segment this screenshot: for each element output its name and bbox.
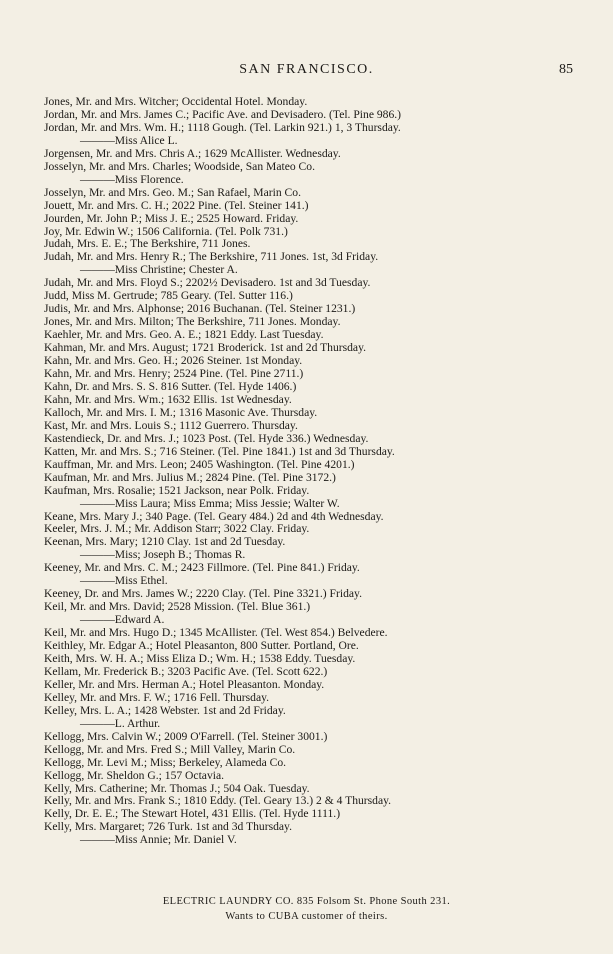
household-members-line: ———Miss; Joseph B.; Thomas R. [80,549,246,562]
directory-entry: Keane, Mrs. Mary J.; 340 Page. (Tel. Geary 484.) 2d and 4th Wednesday. [44,510,384,523]
directory-entry: Keenan, Mrs. Mary; 1210 Clay. 1st and 2d Tuesday. [44,536,286,549]
directory-entry: Keithley, Mr. Edgar A.; Hotel Pleasanton, 800 Sutter. Portland, Ore. [44,640,359,653]
household-members-line: ———Miss Florence. [80,173,184,186]
directory-entry: Keeler, Mrs. J. M.; Mr. Addison Starr; 3022 Clay. Friday. [44,523,310,536]
directory-entry: Kellogg, Mr. and Mrs. Fred S.; Mill Valley, Marin Co. [44,743,296,756]
directory-entry: Kaehler, Mr. and Mrs. Geo. A. E.; 1821 Eddy. Last Tuesday. [44,329,324,342]
directory-entry: Kelly, Mrs. Catherine; Mr. Thomas J.; 504 Oak. Tuesday. [44,782,310,795]
page-title: SAN FRANCISCO. [239,62,374,77]
directory-entry: Josselyn, Mr. and Mrs. Geo. M.; San Rafael, Marin Co. [44,186,301,199]
directory-entry: Kellogg, Mr. Sheldon G.; 157 Octavia. [44,769,225,782]
directory-entry: Kahn, Mr. and Mrs. Wm.; 1632 Ellis. 1st Wednesday. [44,393,292,406]
directory-entry: Judis, Mr. and Mrs. Alphonse; 2016 Buchanan. (Tel. Steiner 1231.) [44,303,356,316]
page-header [0,58,613,82]
directory-entry: Kast, Mr. and Mrs. Louis S.; 1112 Guerrero. Thursday. [44,419,298,432]
directory-entry: Jordan, Mr. and Mrs. Wm. H.; 1118 Gough. (Tel. Larkin 921.) 1, 3 Thursday. [44,121,401,134]
household-members-line: ———Miss Christine; Chester A. [80,264,238,277]
directory-entry: Jones, Mr. and Mrs. Witcher; Occidental Hotel. Monday. [44,96,308,108]
directory-entry: Judah, Mr. and Mrs. Henry R.; The Berkshire, 711 Jones. 1st, 3d Friday. [44,251,379,264]
directory-entry: Jourden, Mr. John P.; Miss J. E.; 2525 Howard. Friday. [44,212,299,225]
directory-entry: Keith, Mrs. W. H. A.; Miss Eliza D.; Wm. H.; 1538 Eddy. Tuesday. [44,652,356,665]
directory-entry: Kelly, Mr. and Mrs. Frank S.; 1810 Eddy. (Tel. Geary 13.) 2 & 4 Thursday. [44,795,392,808]
directory-entry: Kahn, Dr. and Mrs. S. S. 816 Sutter. (Tel. Hyde 1406.) [44,380,297,393]
household-members-line: ———Edward A. [80,614,165,627]
directory-entry: Jones, Mr. and Mrs. Milton; The Berkshire, 711 Jones. Monday. [44,316,341,329]
directory-entries [44,96,576,847]
directory-entry: Katten, Mr. and Mrs. S.; 716 Steiner. (Tel. Pine 1841.) 1st and 3d Thursday. [44,445,395,458]
directory-entry: Kalloch, Mr. and Mrs. I. M.; 1316 Masonic Ave. Thursday. [44,406,318,419]
household-members-line: ———Miss Alice L. [80,134,178,147]
household-members-line: ———L. Arthur. [80,717,161,730]
directory-entry: Joy, Mr. Edwin W.; 1506 California. (Tel. Polk 731.) [44,225,288,238]
directory-entry: Kelly, Dr. E. E.; The Stewart Hotel, 431 Ellis. (Tel. Hyde 1111.) [44,808,341,821]
directory-entry: Jordan, Mr. and Mrs. James C.; Pacific Ave. and Devisadero. (Tel. Pine 986.) [44,108,402,121]
directory-entry: Kelly, Mrs. Margaret; 726 Turk. 1st and 3d Thursday. [44,821,292,834]
directory-entry: Jouett, Mr. and Mrs. C. H.; 2022 Pine. (Tel. Steiner 141.) [44,199,309,212]
directory-entry: Kaufman, Mr. and Mrs. Julius M.; 2824 Pine. (Tel. Pine 3172.) [44,471,336,484]
directory-entry: Kastendieck, Dr. and Mrs. J.; 1023 Post. (Tel. Hyde 336.) Wednesday. [44,432,369,445]
directory-entry: Kahman, Mr. and Mrs. August; 1721 Broderick. 1st and 2d Thursday. [44,342,367,355]
footer-line-1: ELECTRIC LAUNDRY CO. 835 Folsom St. Phone South 231. [162,896,451,907]
directory-entry: Judd, Miss M. Gertrude; 785 Geary. (Tel. Sutter 116.) [44,290,293,303]
footer-line-2: Wants to CUBA customer of theirs. [225,911,388,922]
directory-entry: Kahn, Mr. and Mrs. Henry; 2524 Pine. (Tel. Pine 2711.) [44,368,304,381]
advertisement-footer [0,894,613,924]
directory-entry: Kahn, Mr. and Mrs. Geo. H.; 2026 Steiner. 1st Monday. [44,355,303,368]
household-members-line: ———Miss Laura; Miss Emma; Miss Jessie; Walter W. [80,497,340,510]
directory-entry: Keil, Mr. and Mrs. David; 2528 Mission. (Tel. Blue 361.) [44,601,311,614]
household-members-line: ———Miss Annie; Mr. Daniel V. [80,834,237,847]
directory-entry: Kelley, Mrs. L. A.; 1428 Webster. 1st and 2d Friday. [44,704,286,717]
directory-entry: Kellogg, Mrs. Calvin W.; 2009 O'Farrell. (Tel. Steiner 3001.) [44,730,328,743]
directory-entry: Jorgensen, Mr. and Mrs. Chris A.; 1629 McAllister. Wednesday. [44,147,341,160]
directory-entry: Keller, Mr. and Mrs. Herman A.; Hotel Pleasanton. Monday. [44,678,325,691]
directory-entry: Judah, Mrs. E. E.; The Berkshire, 711 Jones. [44,238,251,251]
directory-entry: Keeney, Mr. and Mrs. C. M.; 2423 Fillmore. (Tel. Pine 841.) Friday. [44,562,360,575]
directory-entry: Judah, Mr. and Mrs. Floyd S.; 2202½ Devisadero. 1st and 3d Tuesday. [44,277,371,290]
directory-entry: Kelley, Mr. and Mrs. F. W.; 1716 Fell. Thursday. [44,691,270,704]
directory-entry: Keeney, Dr. and Mrs. James W.; 2220 Clay. (Tel. Pine 3321.) Friday. [44,588,362,601]
directory-entry: Kellogg, Mr. Levi M.; Miss; Berkeley, Alameda Co. [44,756,287,769]
directory-entry: Kaufman, Mrs. Rosalie; 1521 Jackson, near Polk. Friday. [44,484,310,497]
directory-entry: Kellam, Mr. Frederick B.; 3203 Pacific Ave. (Tel. Scott 622.) [44,665,328,678]
directory-entry: Kauffman, Mr. and Mrs. Leon; 2405 Washington. (Tel. Pine 4201.) [44,458,355,471]
page-number: 85 [559,62,573,77]
directory-entry: Josselyn, Mr. and Mrs. Charles; Woodside, San Mateo Co. [44,160,315,173]
household-members-line: ———Miss Ethel. [80,575,168,588]
directory-entry: Keil, Mr. and Mrs. Hugo D.; 1345 McAllister. (Tel. West 854.) Belvedere. [44,627,388,640]
